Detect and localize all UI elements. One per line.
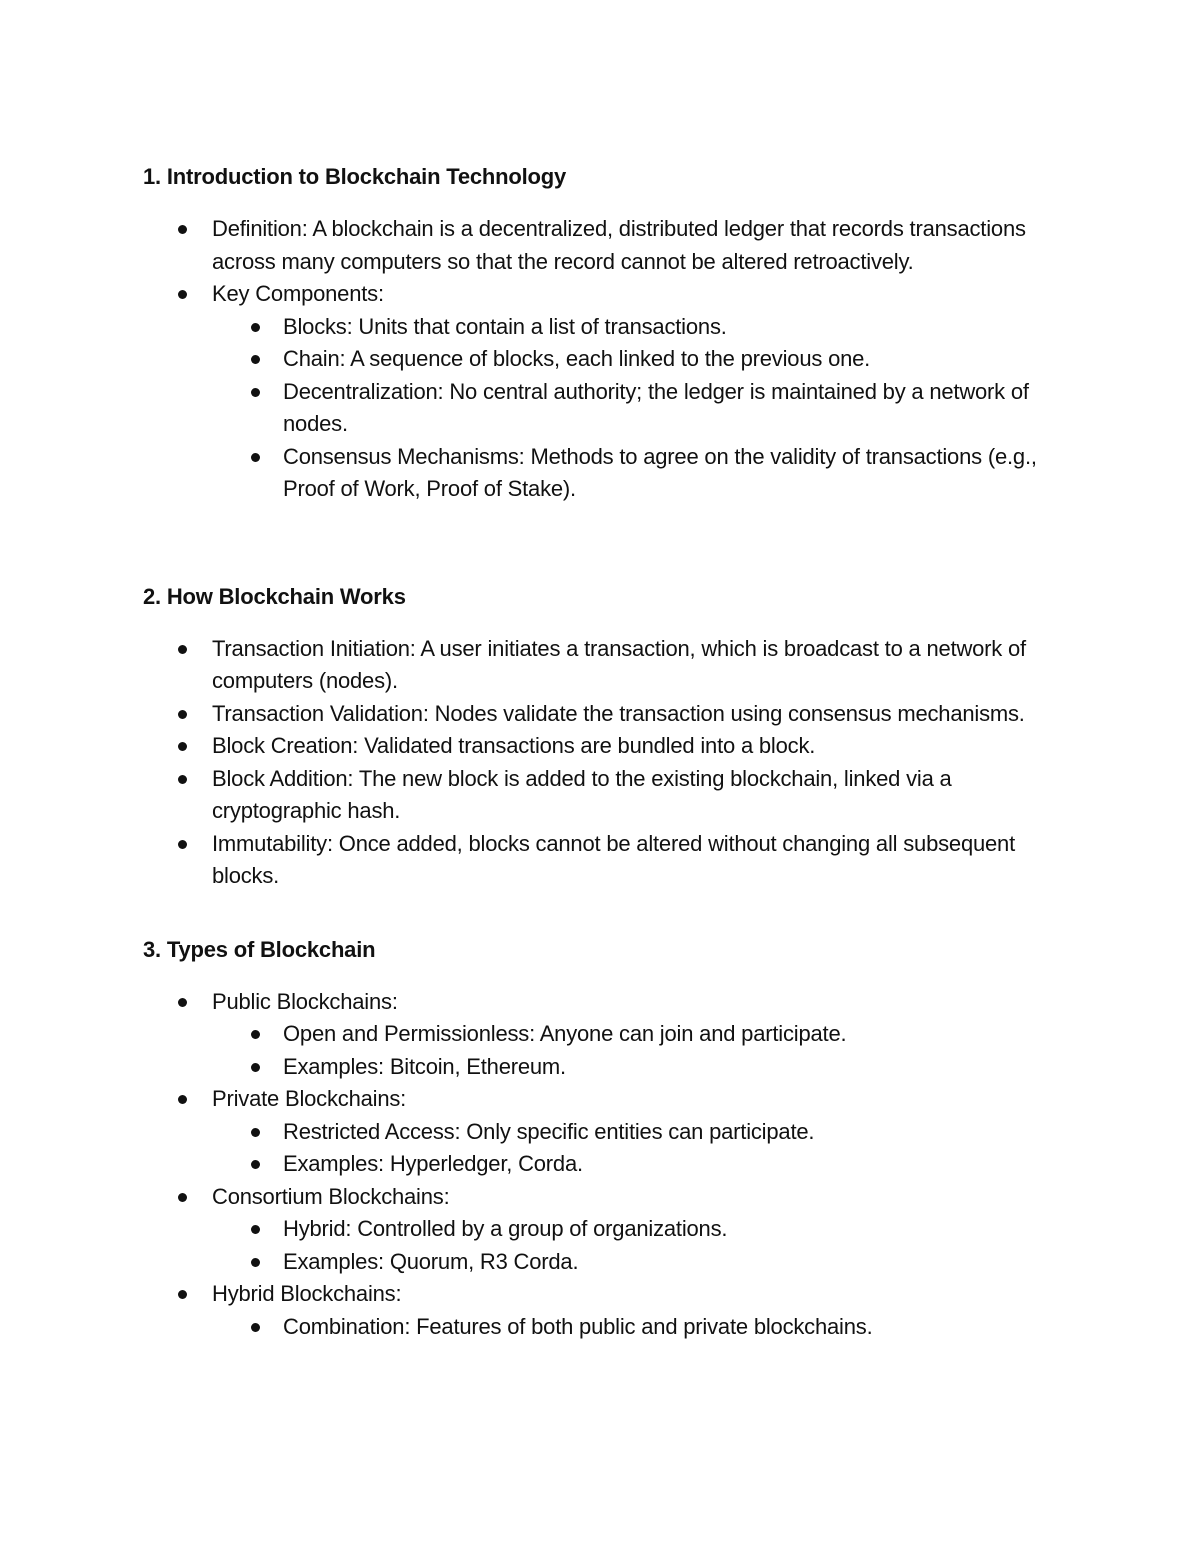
sub-list-item-text: Examples: Hyperledger, Corda. [283, 1151, 583, 1176]
bullet-icon [251, 1225, 260, 1234]
sub-list-item [212, 1116, 1073, 1149]
bullet-icon [178, 742, 187, 751]
sub-bullet-list [212, 1116, 1073, 1181]
list-item-text: Private Blockchains: [212, 1086, 407, 1111]
list-item [143, 1181, 1073, 1279]
sub-list-item [212, 1213, 1073, 1246]
sub-list-item [212, 1018, 1073, 1051]
list-item-text: Transaction Validation: Nodes validate the transaction using consensus mechanisms. [212, 700, 1025, 726]
section-heading: 1. Introduction to Blockchain Technology [143, 164, 567, 189]
section-how-it-works [143, 580, 1073, 893]
bullet-icon [251, 1030, 260, 1039]
bullet-icon [251, 1258, 260, 1267]
sub-list-item [212, 1246, 1073, 1279]
sub-list-item-text: Open and Permissionless: Anyone can join and participate. [283, 1021, 847, 1046]
sub-list-item-text: Hybrid: Controlled by a group of organizations. [283, 1216, 728, 1241]
sub-list-item-text: Decentralization: No central authority; the ledger is maintained by a network of nodes. [283, 378, 1029, 436]
bullet-icon [178, 1193, 187, 1202]
list-item-text: Block Creation: Validated transactions are bundled into a block. [212, 733, 816, 758]
bullet-icon [178, 710, 187, 719]
section-spacer [143, 893, 1073, 933]
sub-list-item-text: Restricted Access: Only specific entities can participate. [283, 1118, 815, 1144]
bullet-icon [178, 645, 187, 654]
section-introduction [143, 160, 1073, 506]
list-item [143, 698, 1073, 731]
sub-list-item-text: Examples: Bitcoin, Ethereum. [283, 1053, 566, 1079]
section-spacer [143, 506, 1073, 580]
list-item-text: Transaction Initiation: A user initiates a transaction, which is broadcast to a network of computers (nodes). [212, 635, 1026, 693]
bullet-icon [178, 1290, 187, 1299]
bullet-list [143, 633, 1073, 893]
section-heading: 2. How Blockchain Works [143, 583, 406, 609]
sub-list-item [212, 1148, 1073, 1181]
sub-list-item-text: Consensus Mechanisms: Methods to agree on the validity of transactions (e.g., Proof of Work, Proof of Stake). [283, 443, 1037, 501]
list-item-text: Key Components: [212, 281, 384, 306]
sub-list-item [212, 343, 1073, 376]
sub-list-item-text: Examples: Quorum, R3 Corda. [283, 1248, 579, 1274]
sub-list-item [212, 376, 1073, 441]
sub-bullet-list [212, 311, 1073, 506]
sub-bullet-list [212, 1018, 1073, 1083]
bullet-icon [251, 1160, 260, 1169]
sub-list-item [212, 1051, 1073, 1084]
bullet-icon [251, 453, 260, 462]
sub-bullet-list [212, 1311, 1073, 1344]
list-item-text: Consortium Blockchains: [212, 1183, 450, 1209]
bullet-icon [251, 323, 260, 332]
list-item-text: Immutability: Once added, blocks cannot be altered without changing all subsequent blocks. [212, 830, 1015, 888]
sub-bullet-list [212, 1213, 1073, 1278]
sub-list-item-text: Combination: Features of both public and private blockchains. [283, 1313, 873, 1339]
list-item [143, 633, 1073, 698]
list-item [143, 763, 1073, 828]
sub-list-item-text: Chain: A sequence of blocks, each linked to the previous one. [283, 346, 871, 371]
bullet-icon [251, 1063, 260, 1072]
bullet-icon [251, 1323, 260, 1332]
list-item-text: Hybrid Blockchains: [212, 1281, 402, 1306]
list-item [143, 730, 1073, 763]
sub-list-item-text: Blocks: Units that contain a list of transactions. [283, 313, 727, 339]
list-item [143, 278, 1073, 506]
bullet-icon [178, 290, 187, 299]
bullet-list [143, 213, 1073, 506]
bullet-icon [178, 1095, 187, 1104]
list-item [143, 1278, 1073, 1343]
sub-list-item [212, 1311, 1073, 1344]
bullet-icon [178, 225, 187, 234]
list-item [143, 1083, 1073, 1181]
list-item-text: Block Addition: The new block is added to the existing blockchain, linked via a cryptographic hash. [212, 765, 952, 823]
bullet-icon [178, 840, 187, 849]
section-types [143, 933, 1073, 1344]
list-item [143, 986, 1073, 1084]
bullet-list [143, 986, 1073, 1344]
sub-list-item [212, 441, 1073, 506]
sub-list-item [212, 311, 1073, 344]
bullet-icon [251, 388, 260, 397]
list-item [143, 828, 1073, 893]
list-item [143, 213, 1073, 278]
list-item-text: Definition: A blockchain is a decentralized, distributed ledger that records transactions across many computers so that the record cannot be altered retroactively. [212, 216, 1026, 274]
bullet-icon [178, 998, 187, 1007]
list-item-text: Public Blockchains: [212, 988, 398, 1014]
bullet-icon [251, 355, 260, 364]
bullet-icon [178, 775, 187, 784]
bullet-icon [251, 1128, 260, 1137]
section-heading: 3. Types of Blockchain [143, 936, 376, 962]
document-content [143, 160, 1073, 1343]
